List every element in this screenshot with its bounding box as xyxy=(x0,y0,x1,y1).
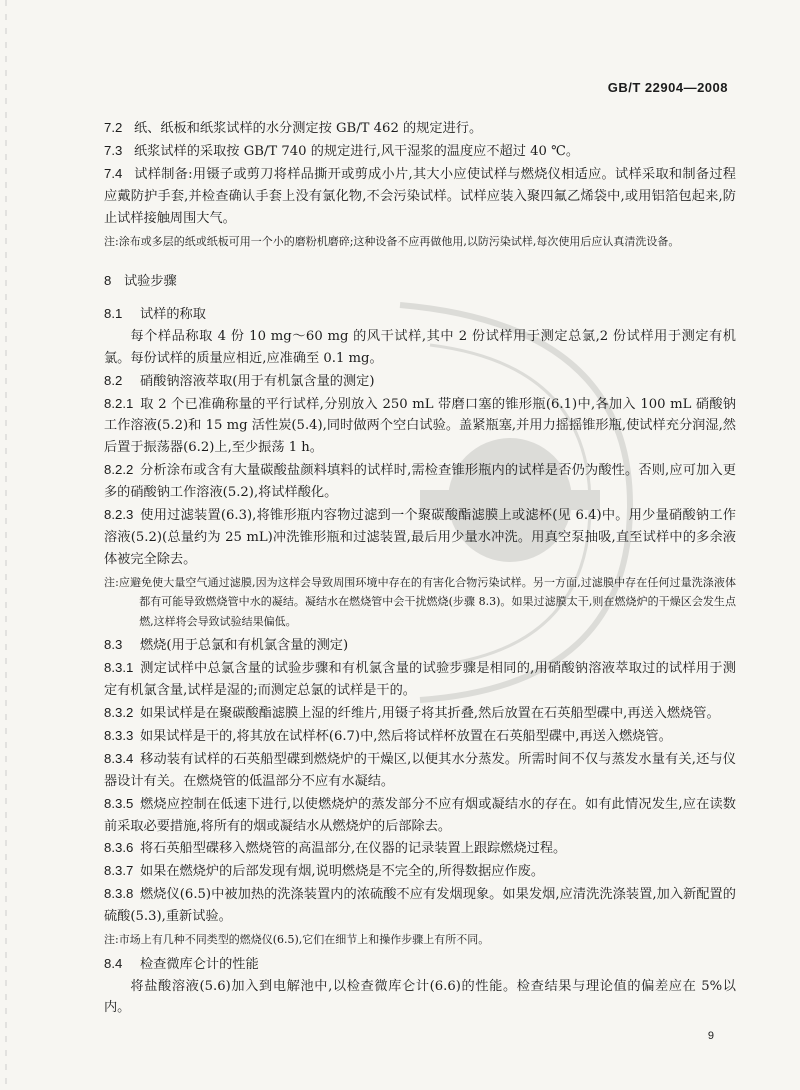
clause-title: 硝酸钠溶液萃取(用于有机氯含量的测定) xyxy=(140,373,375,389)
section-heading xyxy=(104,270,736,293)
clause-number: 8.3.3 xyxy=(104,727,134,743)
clause-number: 8.3.4 xyxy=(104,750,134,766)
clause-heading xyxy=(104,953,736,976)
clause-number: 8.3.8 xyxy=(104,886,134,902)
paragraph: 每个样品称取 4 份 10 mg～60 mg 的风干试样,其中 2 份试样用于测定总氯,2 份试样用于测定有机氯。每份试样的质量应相近,应准确至 0.1 mg。 xyxy=(104,328,736,366)
clause-text: 纸、纸板和纸浆试样的水分测定按 GB/T 462 的规定进行。 xyxy=(134,121,483,136)
standard-code: GB/T 22904—2008 xyxy=(607,80,728,95)
clause-number: 8.4 xyxy=(104,955,123,971)
clause xyxy=(104,860,736,883)
section-number: 8 xyxy=(104,273,112,289)
clause-number: 8.1 xyxy=(104,305,123,321)
clause xyxy=(104,657,736,702)
clause xyxy=(104,748,736,793)
clause xyxy=(104,837,736,860)
clause xyxy=(104,163,736,230)
clause-text: 移动装有试样的石英船型碟到燃烧炉的干燥区,以便其水分蒸发。所需时间不仅与蒸发水量有关,还与仪器设计有关。在燃烧管的低温部分不应有水凝结。 xyxy=(104,751,736,789)
clause-text: 燃烧应控制在低速下进行,以使燃烧炉的蒸发部分不应有烟或凝结水的存在。如有此情况发生,应在读数前采取必要措施,将所有的烟或凝结水从燃烧炉的后部除去。 xyxy=(104,796,736,834)
clause-text: 测定试样中总氯含量的试验步骤和有机氯含量的试验步骤是相同的,用硝酸钠溶液萃取过的试样用于测定有机氯含量,试样是湿的;而测定总氯的试样是干的。 xyxy=(104,661,736,699)
clause-number: 7.4 xyxy=(104,165,123,181)
clause-number: 8.3.6 xyxy=(104,840,134,856)
clause-heading xyxy=(104,303,736,326)
clause-text: 如果试样是在聚碳酸酯滤膜上湿的纤维片,用镊子将其折叠,然后放置在石英船型碟中,再送入燃烧管。 xyxy=(140,706,720,722)
clause-title: 燃烧(用于总氯和有机氯含量的测定) xyxy=(140,638,349,654)
clause-number: 8.2.2 xyxy=(104,462,134,478)
clause-number: 8.3.2 xyxy=(104,705,134,721)
clause xyxy=(104,140,736,163)
clause-number: 7.3 xyxy=(104,142,123,158)
clause xyxy=(104,702,736,725)
document-body xyxy=(104,117,736,1019)
clause-text: 燃烧仪(6.5)中被加热的洗涤装置内的浓硫酸不应有发烟现象。如果发烟,应清洗洗涤装置,加入新配置的硫酸(5.3),重新试验。 xyxy=(104,887,736,925)
clause-number: 8.3.1 xyxy=(104,660,134,676)
clause-number: 8.2.1 xyxy=(104,395,134,411)
clause-text: 将石英船型碟移入燃烧管的高温部分,在仪器的记录装置上跟踪燃烧过程。 xyxy=(140,841,567,857)
clause-text: 如果试样是干的,将其放在试样杯(6.7)中,然后将试样杯放置在石英船型碟中,再送入燃烧管。 xyxy=(140,728,672,744)
clause-number: 7.2 xyxy=(104,120,123,135)
note: 注:涂布或多层的纸或纸板可用一个小的磨粉机磨碎;这种设备不应再做他用,以防污染试样,每次使用后应认真清洗设备。 xyxy=(104,234,680,248)
scan-edge-artifact xyxy=(5,0,7,1090)
clause-number: 8.3.7 xyxy=(104,863,134,879)
clause xyxy=(104,459,736,504)
clause-text: 试样制备:用镊子或剪刀将样品撕开或剪成小片,其大小应使试样与燃烧仪相适应。试样采取和制备过程应戴防护手套,并检查确认手套上没有氯化物,不会污染试样。试样应装入聚四氟乙烯袋中,或用铝箔包起来,防止试样接触周围大气。 xyxy=(104,166,736,226)
clause-text: 取 2 个已准确称量的平行试样,分别放入 250 mL 带磨口塞的锥形瓶(6.1)中,各加入 100 mL 硝酸钠工作溶液(5.2)和 15 mg 活性炭(5.4),同时做两个空白试验。盖紧瓶塞,并用力摇摇锥形瓶,使试样充分润湿,然后置于振荡器(6.2)上,至少振荡 1 h。 xyxy=(104,396,736,456)
clause-number: 8.2.3 xyxy=(104,507,134,523)
clause xyxy=(104,883,736,928)
clause xyxy=(104,793,736,838)
clause xyxy=(104,393,736,460)
clause-text: 如果在燃烧炉的后部发现有烟,说明燃烧是不完全的,所得数据应作废。 xyxy=(140,864,545,880)
note: 注:应避免使大量空气通过滤膜,因为这样会导致周围环境中存在的有害化合物污染试样。另一方面,过滤膜中存在任何过量洗涤液体都有可能导致燃烧管中水的凝结。凝结水在燃烧管中会干扰燃烧(步骤 8.3)。如果过滤膜太干,则在燃烧炉的干燥区会发生点燃,这样将会导致试验结果偏低。 xyxy=(104,575,736,628)
clause-heading xyxy=(104,634,736,657)
clause xyxy=(104,504,736,571)
clause-title: 试样的称取 xyxy=(140,306,206,322)
clause-number: 8.3.5 xyxy=(104,795,134,811)
page-number: 9 xyxy=(707,1030,714,1042)
paragraph: 将盐酸溶液(5.6)加入到电解池中,以检查微库仑计(6.6)的性能。检查结果与理论值的偏差应在 5%以内。 xyxy=(104,978,736,1016)
note: 注:市场上有几种不同类型的燃烧仪(6.5),它们在细节上和操作步骤上有所不同。 xyxy=(104,933,490,947)
clause-text: 使用过滤装置(6.3),将锥形瓶内容物过滤到一个聚碳酸酯滤膜上或滤杯(见 6.4)中。用少量硝酸钠工作溶液(5.2)(总量约为 25 mL)冲洗锥形瓶和过滤装置,最后用少量水冲洗。用真空泵抽吸,直至试样中的多余液体被完全除去。 xyxy=(104,508,736,567)
clause-text: 纸浆试样的采取按 GB/T 740 的规定进行,风干湿浆的温度应不超过 40 ℃。 xyxy=(134,143,580,159)
clause-text: 分析涂布或含有大量碳酸盐颜料填料的试样时,需检查锥形瓶内的试样是否仍为酸性。否则,应可加入更多的硝酸钠工作溶液(5.2),将试样酸化。 xyxy=(104,463,736,501)
clause xyxy=(104,117,736,140)
clause-number: 8.3 xyxy=(104,637,123,653)
clause xyxy=(104,725,736,748)
clause-heading xyxy=(104,370,736,393)
section-title: 试验步骤 xyxy=(124,274,177,290)
clause-title: 检查微库仑计的性能 xyxy=(140,956,259,972)
clause-number: 8.2 xyxy=(104,372,123,388)
